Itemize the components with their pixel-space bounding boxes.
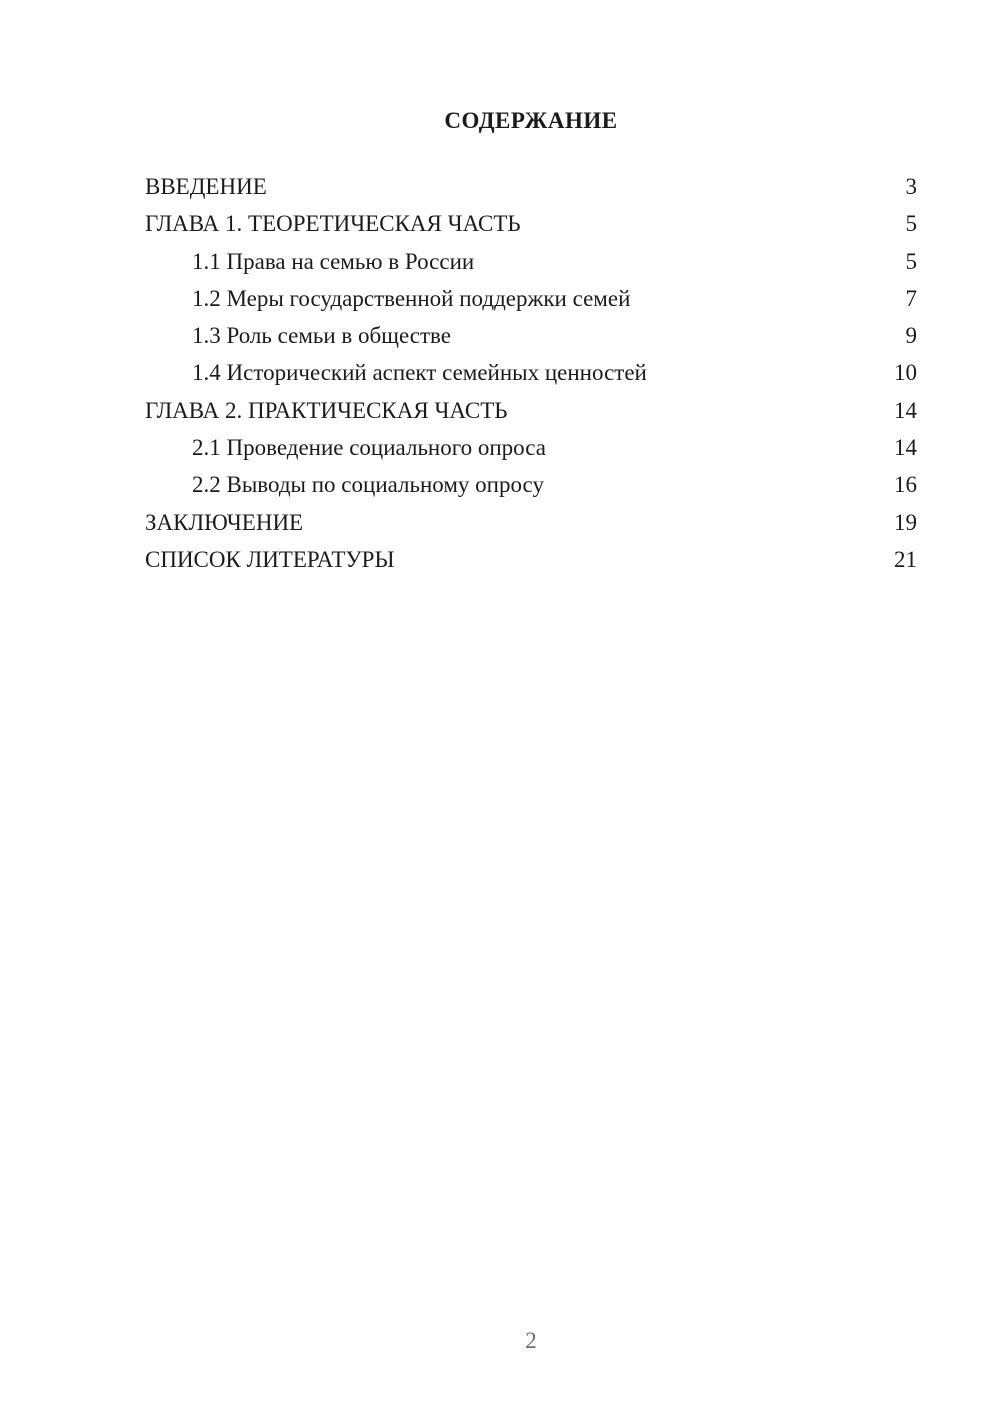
toc-row bbox=[145, 541, 917, 578]
toc-entry-label: 1.4 Исторический аспект семейных ценностей bbox=[192, 360, 647, 386]
toc-entry-page-number: 9 bbox=[905, 323, 917, 349]
toc-row bbox=[145, 243, 917, 280]
toc-row bbox=[145, 317, 917, 354]
toc-entry-label: ГЛАВА 1. ТЕОРЕТИЧЕСКАЯ ЧАСТЬ bbox=[145, 211, 521, 237]
toc-entry-page-number: 7 bbox=[905, 285, 917, 311]
toc-entry-label: ВВЕДЕНИЕ bbox=[145, 174, 267, 199]
toc-entry-label: 1.3 Роль семьи в обществе bbox=[192, 323, 451, 349]
toc-entry-page-number: 16 bbox=[894, 472, 917, 498]
toc-entry-page-number: 10 bbox=[894, 360, 917, 386]
page-title: СОДЕРЖАНИЕ bbox=[444, 108, 618, 134]
toc-row bbox=[145, 429, 917, 466]
toc-entry-label: ГЛАВА 2. ПРАКТИЧЕСКАЯ ЧАСТЬ bbox=[145, 397, 508, 423]
toc-entry-page-number: 14 bbox=[894, 435, 917, 461]
toc-row bbox=[145, 504, 917, 541]
table-of-contents bbox=[145, 168, 917, 578]
toc-entry-label: 1.1 Права на семью в России bbox=[192, 248, 475, 274]
toc-entry-page-number: 19 bbox=[894, 509, 917, 535]
footer-page-number: 2 bbox=[525, 1328, 537, 1353]
toc-row bbox=[145, 466, 917, 503]
toc-row bbox=[145, 392, 917, 429]
toc-entry-label: 1.2 Меры государственной поддержки семей bbox=[192, 285, 631, 311]
toc-entry-page-number: 14 bbox=[894, 397, 917, 423]
toc-entry-label: ЗАКЛЮЧЕНИЕ bbox=[145, 509, 304, 535]
toc-entry-page-number: 21 bbox=[894, 546, 917, 572]
toc-entry-label: 2.1 Проведение социального опроса bbox=[192, 435, 546, 461]
toc-row bbox=[145, 354, 917, 391]
toc-entry-label: 2.2 Выводы по социальному опросу bbox=[192, 472, 544, 498]
toc-row bbox=[145, 280, 917, 317]
toc-row bbox=[145, 205, 917, 242]
toc-entry-page-number: 3 bbox=[905, 174, 917, 199]
toc-entry-page-number: 5 bbox=[905, 248, 917, 274]
toc-entry-label: СПИСОК ЛИТЕРАТУРЫ bbox=[145, 546, 395, 572]
toc-entry-page-number: 5 bbox=[905, 211, 917, 237]
toc-row bbox=[145, 168, 917, 205]
